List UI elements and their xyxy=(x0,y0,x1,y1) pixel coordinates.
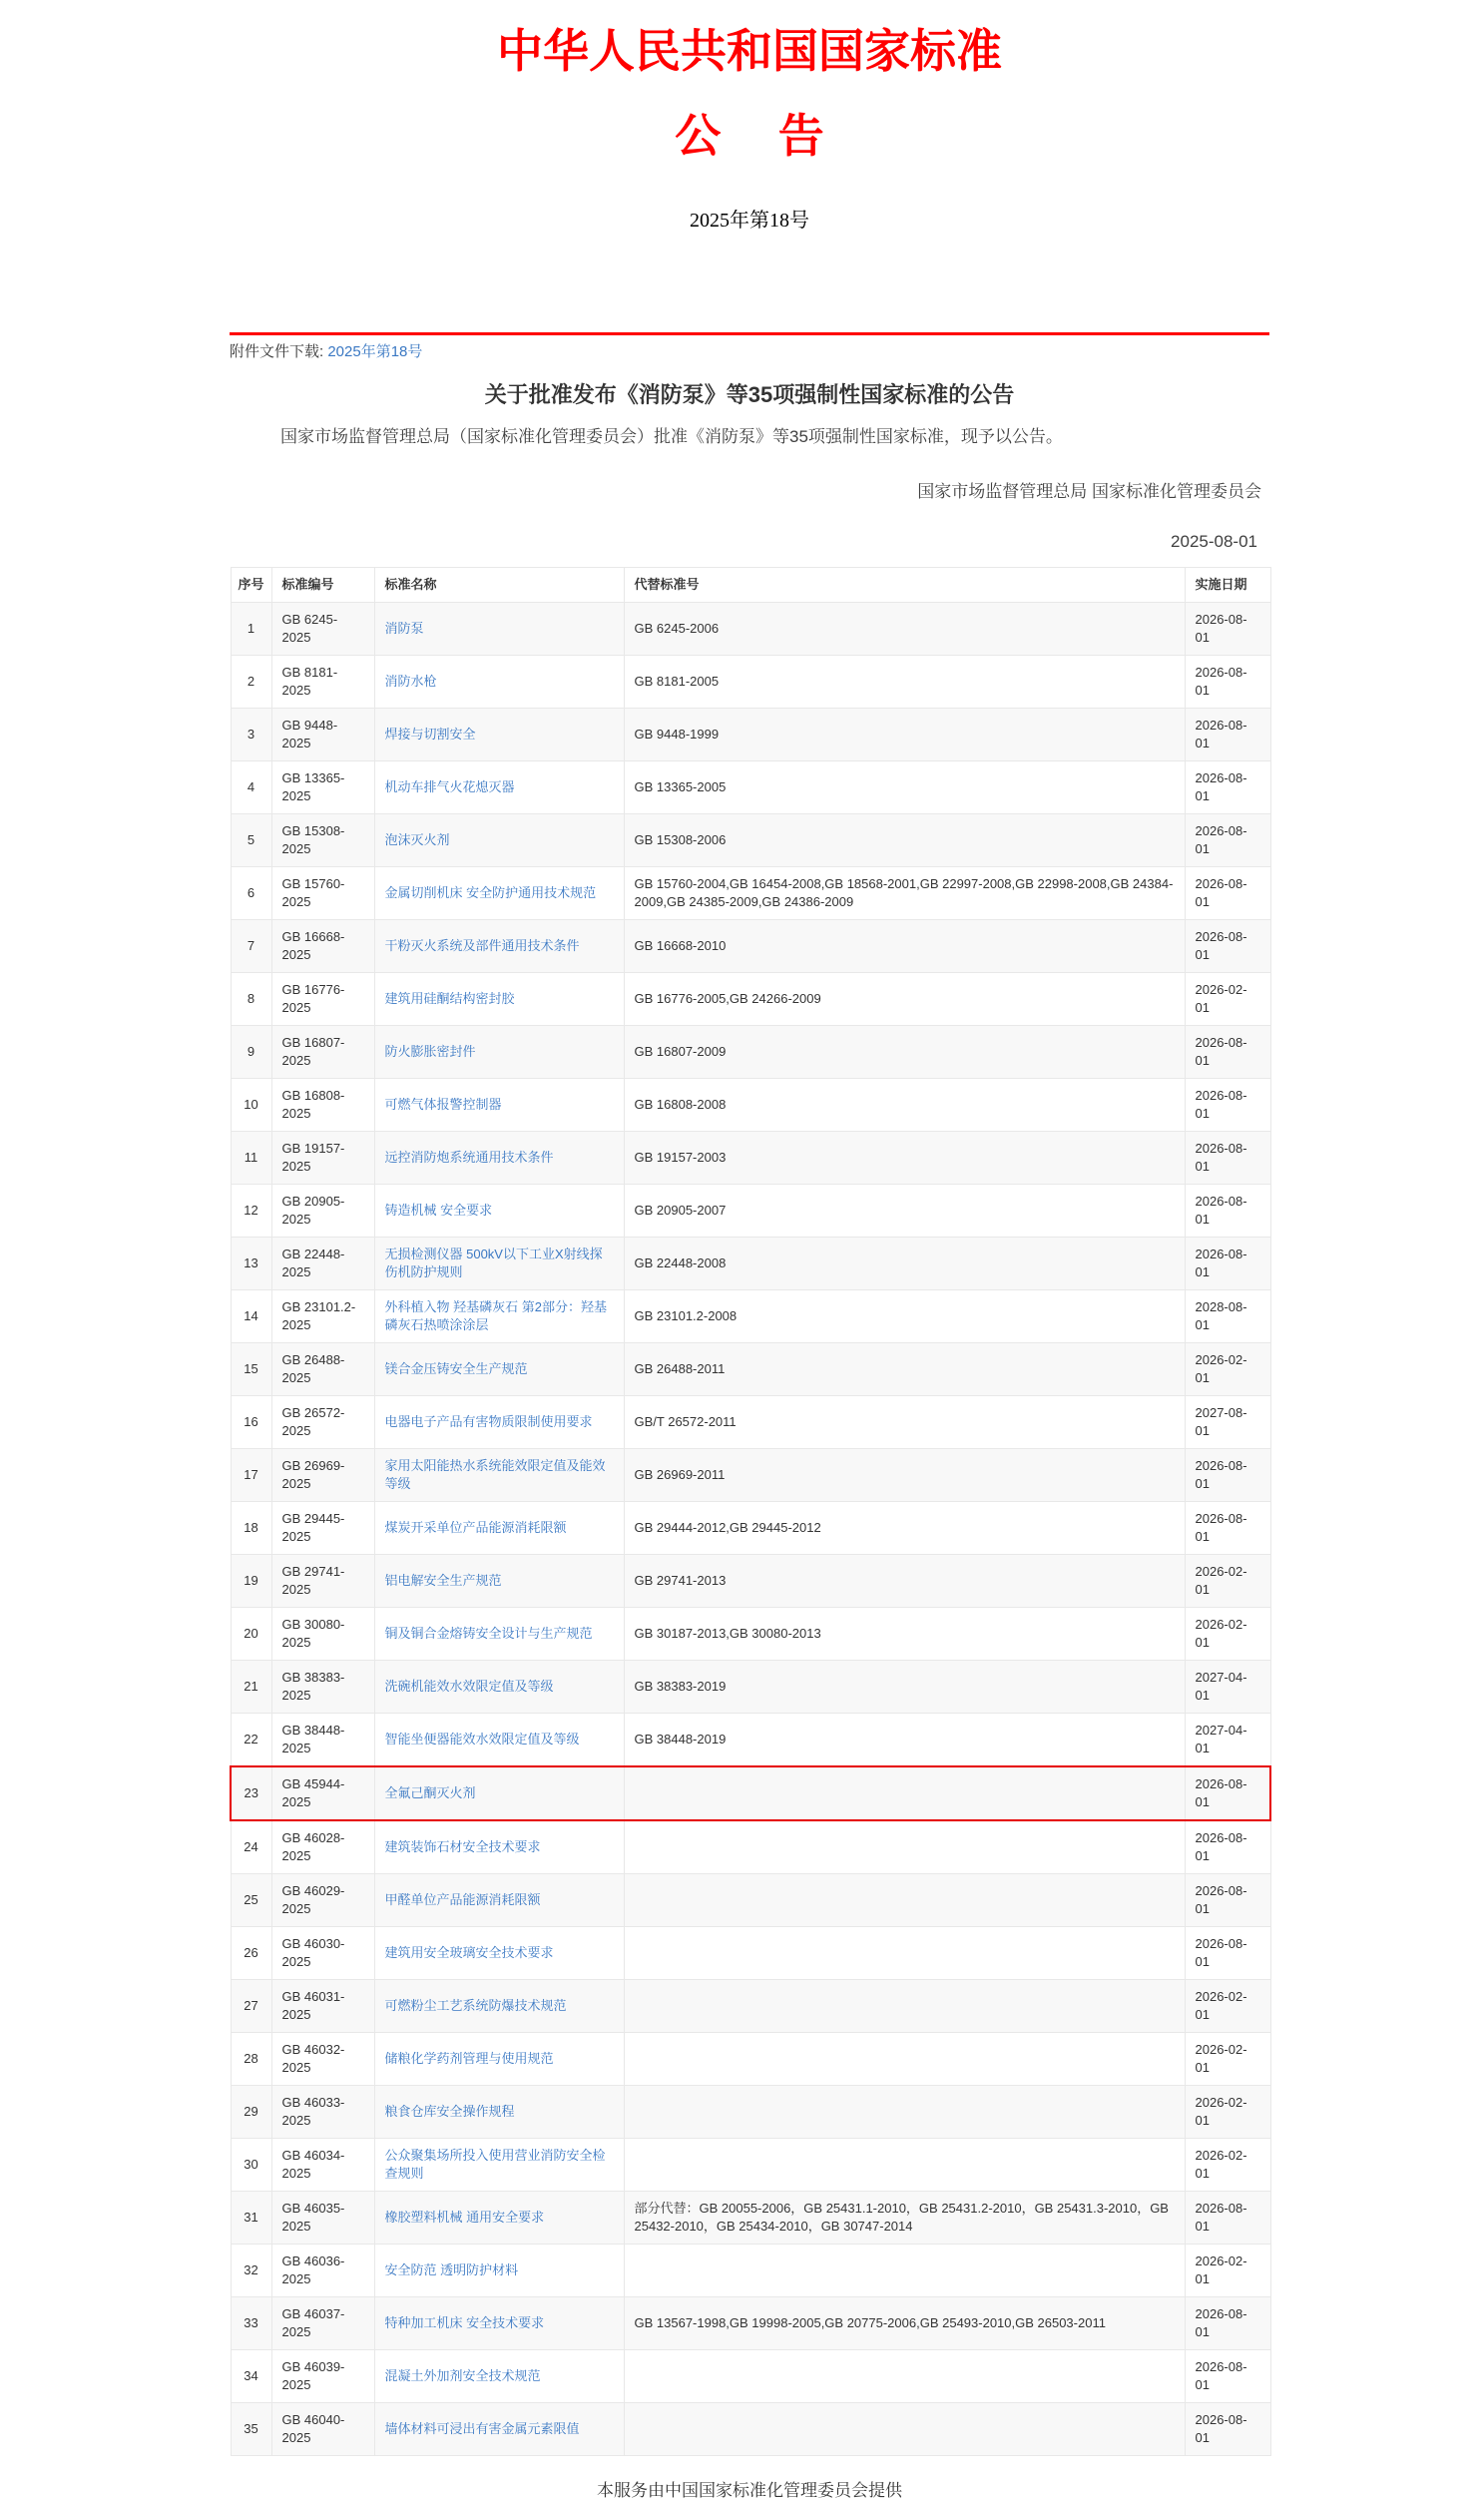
table-row xyxy=(231,1874,1270,1927)
cell-standard-code: GB 46032-2025 xyxy=(271,2033,374,2086)
table-row xyxy=(231,1980,1270,2033)
cell-seq: 2 xyxy=(231,656,271,709)
table-row xyxy=(231,1502,1270,1555)
cell-standard-name xyxy=(374,1608,624,1661)
standard-name-link[interactable]: 洗碗机能效水效限定值及等级 xyxy=(384,1679,554,1695)
table-row xyxy=(231,2245,1270,2297)
attachment-download-row xyxy=(230,341,1269,362)
table-row xyxy=(231,973,1270,1026)
cell-seq: 28 xyxy=(231,2033,271,2086)
standard-name-link[interactable]: 消防泵 xyxy=(384,621,424,637)
cell-seq: 17 xyxy=(231,1449,271,1502)
cell-seq: 35 xyxy=(231,2403,271,2456)
attachment-link[interactable]: 2025年第18号 xyxy=(327,343,423,361)
cell-seq: 9 xyxy=(231,1026,271,1079)
column-header: 标准编号 xyxy=(271,568,374,603)
cell-standard-name xyxy=(374,1026,624,1079)
page-subtitle: 公 告 xyxy=(675,111,824,163)
cell-standard-name xyxy=(374,2245,624,2297)
cell-replaced-standards: GB 15760-2004,GB 16454-2008,GB 18568-2001,GB 22997-2008,GB 22998-2008,GB 24384-2009,GB 24385-2009,GB 24386-2009 xyxy=(624,867,1185,920)
cell-replaced-standards: GB 23101.2-2008 xyxy=(624,1290,1185,1343)
cell-seq: 33 xyxy=(231,2297,271,2350)
announcement-document xyxy=(230,24,1269,2501)
attachment-label: 附件文件下载: xyxy=(230,343,328,361)
cell-replaced-standards: 部分代替：GB 20055-2006，GB 25431.1-2010，GB 25431.2-2010，GB 25431.3-2010，GB 25432-2010，GB 25434-2010，GB 30747-2014 xyxy=(624,2192,1185,2245)
cell-replaced-standards: GB 20905-2007 xyxy=(624,1185,1185,1238)
cell-standard-code: GB 23101.2-2025 xyxy=(271,1290,374,1343)
cell-replaced-standards: GB 26488-2011 xyxy=(624,1343,1185,1396)
standard-name-link[interactable]: 电器电子产品有害物质限制使用要求 xyxy=(384,1414,593,1430)
standard-name-link[interactable]: 焊接与切割安全 xyxy=(384,727,476,743)
standard-name-link[interactable]: 煤炭开采单位产品能源消耗限额 xyxy=(384,1520,567,1536)
cell-replaced-standards: GB 16807-2009 xyxy=(624,1026,1185,1079)
cell-seq: 1 xyxy=(231,603,271,656)
cell-standard-code: GB 46039-2025 xyxy=(271,2350,374,2403)
cell-replaced-standards: GB 13567-1998,GB 19998-2005,GB 20775-2006,GB 25493-2010,GB 26503-2011 xyxy=(624,2297,1185,2350)
cell-replaced-standards xyxy=(624,2033,1185,2086)
cell-seq: 21 xyxy=(231,1661,271,1714)
cell-standard-code: GB 26572-2025 xyxy=(271,1396,374,1449)
cell-standard-name xyxy=(374,1766,624,1820)
cell-standard-code: GB 45944-2025 xyxy=(271,1766,374,1820)
cell-implementation-date: 2026-08-01 xyxy=(1185,1449,1270,1502)
cell-seq: 25 xyxy=(231,1874,271,1927)
standard-name-link[interactable]: 家用太阳能热水系统能效限定值及能效等级 xyxy=(384,1458,606,1492)
cell-seq: 3 xyxy=(231,709,271,761)
cell-standard-code: GB 46037-2025 xyxy=(271,2297,374,2350)
cell-standard-name xyxy=(374,761,624,814)
table-row xyxy=(231,1079,1270,1132)
cell-standard-code: GB 20905-2025 xyxy=(271,1185,374,1238)
cell-replaced-standards xyxy=(624,2139,1185,2192)
standard-name-link[interactable]: 泡沫灭火剂 xyxy=(384,832,450,848)
cell-standard-code: GB 8181-2025 xyxy=(271,656,374,709)
cell-standard-name xyxy=(374,656,624,709)
cell-implementation-date: 2027-04-01 xyxy=(1185,1714,1270,1767)
footer-note: 本服务由中国国家标准化管理委员会提供 xyxy=(597,2481,902,2501)
cell-standard-name xyxy=(374,1820,624,1874)
cell-standard-code: GB 38448-2025 xyxy=(271,1714,374,1767)
standard-name-link[interactable]: 防火膨胀密封件 xyxy=(384,1044,476,1060)
cell-replaced-standards: GB 30187-2013,GB 30080-2013 xyxy=(624,1608,1185,1661)
standard-name-link[interactable]: 混凝土外加剂安全技术规范 xyxy=(384,2368,541,2384)
standard-name-link[interactable]: 公众聚集场所投入使用营业消防安全检查规则 xyxy=(384,2148,606,2182)
cell-standard-name xyxy=(374,2192,624,2245)
cell-seq: 30 xyxy=(231,2139,271,2192)
cell-standard-name xyxy=(374,603,624,656)
cell-implementation-date: 2026-02-01 xyxy=(1185,2139,1270,2192)
standard-name-link[interactable]: 可燃气体报警控制器 xyxy=(384,1097,502,1113)
cell-replaced-standards xyxy=(624,1980,1185,2033)
cell-implementation-date: 2026-02-01 xyxy=(1185,2086,1270,2139)
page-title: 中华人民共和国国家标准 xyxy=(497,26,1002,77)
table-row xyxy=(231,920,1270,973)
cell-implementation-date: 2026-08-01 xyxy=(1185,1766,1270,1820)
cell-standard-name xyxy=(374,1079,624,1132)
table-row xyxy=(231,1555,1270,1608)
cell-standard-name xyxy=(374,1714,624,1767)
cell-standard-code: GB 26969-2025 xyxy=(271,1449,374,1502)
table-row xyxy=(231,603,1270,656)
standard-name-link[interactable]: 干粉灭火系统及部件通用技术条件 xyxy=(384,938,580,954)
cell-seq: 26 xyxy=(231,1927,271,1980)
cell-implementation-date: 2026-08-01 xyxy=(1185,761,1270,814)
cell-replaced-standards xyxy=(624,1820,1185,1874)
standard-name-link[interactable]: 消防水枪 xyxy=(384,674,437,690)
cell-replaced-standards: GB 16808-2008 xyxy=(624,1079,1185,1132)
cell-standard-code: GB 46031-2025 xyxy=(271,1980,374,2033)
cell-implementation-date: 2026-08-01 xyxy=(1185,1185,1270,1238)
table-row xyxy=(231,1927,1270,1980)
cell-replaced-standards xyxy=(624,1766,1185,1820)
standard-name-link[interactable]: 铜及铜合金熔铸安全设计与生产规范 xyxy=(384,1626,593,1642)
cell-standard-code: GB 46030-2025 xyxy=(271,1927,374,1980)
standard-name-link[interactable]: 储粮化学药剂管理与使用规范 xyxy=(384,2051,554,2067)
cell-implementation-date: 2026-08-01 xyxy=(1185,1874,1270,1927)
cell-standard-name xyxy=(374,1874,624,1927)
cell-standard-code: GB 19157-2025 xyxy=(271,1132,374,1185)
cell-standard-name xyxy=(374,2297,624,2350)
cell-standard-code: GB 29741-2025 xyxy=(271,1555,374,1608)
cell-implementation-date: 2026-08-01 xyxy=(1185,603,1270,656)
standard-name-link[interactable]: 建筑装饰石材安全技术要求 xyxy=(384,1839,541,1855)
cell-replaced-standards xyxy=(624,2403,1185,2456)
cell-standard-name xyxy=(374,814,624,867)
column-header: 标准名称 xyxy=(374,568,624,603)
table-row xyxy=(231,709,1270,761)
table-body xyxy=(231,603,1270,2456)
table-row xyxy=(231,2192,1270,2245)
cell-standard-name xyxy=(374,1290,624,1343)
issuer-signature: 国家市场监督管理总局 国家标准化管理委员会 xyxy=(917,482,1261,502)
cell-standard-name xyxy=(374,2033,624,2086)
cell-seq: 7 xyxy=(231,920,271,973)
cell-seq: 29 xyxy=(231,2086,271,2139)
cell-implementation-date: 2026-02-01 xyxy=(1185,1343,1270,1396)
cell-standard-name xyxy=(374,1502,624,1555)
table-header xyxy=(231,568,1270,603)
cell-standard-code: GB 46033-2025 xyxy=(271,2086,374,2139)
cell-seq: 18 xyxy=(231,1502,271,1555)
cell-replaced-standards: GB 13365-2005 xyxy=(624,761,1185,814)
cell-implementation-date: 2026-08-01 xyxy=(1185,1238,1270,1290)
standard-name-link[interactable]: 墙体材料可浸出有害金属元素限值 xyxy=(384,2421,580,2437)
standard-name-link[interactable]: 铝电解安全生产规范 xyxy=(384,1573,502,1589)
table-row xyxy=(231,1449,1270,1502)
table-row xyxy=(231,867,1270,920)
table-row xyxy=(231,656,1270,709)
table-row xyxy=(231,2297,1270,2350)
cell-seq: 31 xyxy=(231,2192,271,2245)
cell-implementation-date: 2026-08-01 xyxy=(1185,2192,1270,2245)
announcement-body: 国家市场监督管理总局（国家标准化管理委员会）批准《消防泵》等35项强制性国家标准，现予以公告。 xyxy=(280,427,1063,447)
cell-standard-name xyxy=(374,2403,624,2456)
cell-standard-name xyxy=(374,2139,624,2192)
cell-implementation-date: 2026-08-01 xyxy=(1185,2297,1270,2350)
standard-name-link[interactable]: 机动车排气火花熄灭器 xyxy=(384,779,515,795)
table-row xyxy=(231,2350,1270,2403)
cell-standard-name xyxy=(374,1238,624,1290)
cell-seq: 23 xyxy=(231,1766,271,1820)
cell-standard-code: GB 9448-2025 xyxy=(271,709,374,761)
cell-seq: 20 xyxy=(231,1608,271,1661)
cell-seq: 11 xyxy=(231,1132,271,1185)
cell-standard-name xyxy=(374,1132,624,1185)
cell-standard-name xyxy=(374,1555,624,1608)
cell-implementation-date: 2026-02-01 xyxy=(1185,1555,1270,1608)
cell-replaced-standards: GB 29444-2012,GB 29445-2012 xyxy=(624,1502,1185,1555)
cell-seq: 15 xyxy=(231,1343,271,1396)
cell-implementation-date: 2026-02-01 xyxy=(1185,1980,1270,2033)
cell-standard-code: GB 13365-2025 xyxy=(271,761,374,814)
cell-implementation-date: 2027-04-01 xyxy=(1185,1661,1270,1714)
column-header: 代替标准号 xyxy=(624,568,1185,603)
standard-name-link[interactable]: 建筑用硅酮结构密封胶 xyxy=(384,991,515,1007)
cell-standard-code: GB 38383-2025 xyxy=(271,1661,374,1714)
column-header: 序号 xyxy=(231,568,271,603)
cell-replaced-standards: GB 16668-2010 xyxy=(624,920,1185,973)
table-row xyxy=(231,2139,1270,2192)
cell-seq: 22 xyxy=(231,1714,271,1767)
cell-replaced-standards: GB/T 26572-2011 xyxy=(624,1396,1185,1449)
table-row xyxy=(231,1290,1270,1343)
cell-implementation-date: 2026-08-01 xyxy=(1185,709,1270,761)
announcement-title: 关于批准发布《消防泵》等35项强制性国家标准的公告 xyxy=(484,382,1015,408)
table-header-row xyxy=(231,568,1270,603)
cell-standard-name xyxy=(374,1661,624,1714)
cell-standard-code: GB 46034-2025 xyxy=(271,2139,374,2192)
table-row xyxy=(231,2033,1270,2086)
cell-replaced-standards: GB 16776-2005,GB 24266-2009 xyxy=(624,973,1185,1026)
cell-replaced-standards: GB 22448-2008 xyxy=(624,1238,1185,1290)
standard-name-link[interactable]: 铸造机械 安全要求 xyxy=(384,1203,493,1219)
cell-seq: 14 xyxy=(231,1290,271,1343)
table-row xyxy=(231,1396,1270,1449)
standard-name-link[interactable]: 可燃粉尘工艺系统防爆技术规范 xyxy=(384,1998,567,2014)
cell-standard-name xyxy=(374,973,624,1026)
cell-standard-name xyxy=(374,867,624,920)
cell-standard-code: GB 46028-2025 xyxy=(271,1820,374,1874)
standard-name-link[interactable]: 建筑用安全玻璃安全技术要求 xyxy=(384,1945,554,1961)
cell-replaced-standards: GB 29741-2013 xyxy=(624,1555,1185,1608)
cell-implementation-date: 2026-08-01 xyxy=(1185,656,1270,709)
cell-standard-code: GB 26488-2025 xyxy=(271,1343,374,1396)
cell-standard-code: GB 16668-2025 xyxy=(271,920,374,973)
cell-seq: 16 xyxy=(231,1396,271,1449)
red-divider xyxy=(230,332,1269,335)
cell-seq: 8 xyxy=(231,973,271,1026)
standard-name-link[interactable]: 金属切削机床 安全防护通用技术规范 xyxy=(384,885,597,901)
standard-name-link[interactable]: 镁合金压铸安全生产规范 xyxy=(384,1361,528,1377)
cell-standard-name xyxy=(374,709,624,761)
cell-standard-name xyxy=(374,2086,624,2139)
table-row xyxy=(231,814,1270,867)
cell-standard-code: GB 16807-2025 xyxy=(271,1026,374,1079)
column-header: 实施日期 xyxy=(1185,568,1270,603)
cell-standard-code: GB 46036-2025 xyxy=(271,2245,374,2297)
table-row xyxy=(231,1661,1270,1714)
table-row xyxy=(231,1714,1270,1767)
cell-replaced-standards: GB 26969-2011 xyxy=(624,1449,1185,1502)
cell-seq: 5 xyxy=(231,814,271,867)
cell-seq: 32 xyxy=(231,2245,271,2297)
cell-implementation-date: 2028-08-01 xyxy=(1185,1290,1270,1343)
cell-implementation-date: 2026-08-01 xyxy=(1185,867,1270,920)
cell-replaced-standards xyxy=(624,2350,1185,2403)
cell-replaced-standards: GB 9448-1999 xyxy=(624,709,1185,761)
cell-implementation-date: 2026-08-01 xyxy=(1185,814,1270,867)
table-row xyxy=(231,1026,1270,1079)
standard-name-link[interactable]: 智能坐便器能效水效限定值及等级 xyxy=(384,1732,580,1748)
standard-name-link[interactable]: 安全防范 透明防护材料 xyxy=(384,2262,519,2278)
cell-replaced-standards xyxy=(624,1874,1185,1927)
cell-standard-code: GB 30080-2025 xyxy=(271,1608,374,1661)
cell-standard-code: GB 16808-2025 xyxy=(271,1079,374,1132)
cell-implementation-date: 2026-02-01 xyxy=(1185,973,1270,1026)
cell-standard-name xyxy=(374,1185,624,1238)
cell-replaced-standards xyxy=(624,2086,1185,2139)
cell-implementation-date: 2026-08-01 xyxy=(1185,1132,1270,1185)
cell-seq: 10 xyxy=(231,1079,271,1132)
standard-name-link[interactable]: 全氟己酮灭火剂 xyxy=(384,1785,476,1801)
cell-replaced-standards: GB 6245-2006 xyxy=(624,603,1185,656)
issue-number: 2025年第18号 xyxy=(690,210,809,233)
table-row xyxy=(231,2086,1270,2139)
standard-name-link[interactable]: 甲醛单位产品能源消耗限额 xyxy=(384,1892,541,1908)
standard-name-link[interactable]: 特种加工机床 安全技术要求 xyxy=(384,2315,545,2331)
cell-implementation-date: 2026-02-01 xyxy=(1185,2033,1270,2086)
cell-standard-name xyxy=(374,2350,624,2403)
standard-name-link[interactable]: 外科植入物 羟基磷灰石 第2部分：羟基磷灰石热喷涂涂层 xyxy=(384,1299,607,1333)
cell-seq: 27 xyxy=(231,1980,271,2033)
cell-standard-name xyxy=(374,920,624,973)
cell-standard-code: GB 22448-2025 xyxy=(271,1238,374,1290)
table-row xyxy=(231,1820,1270,1874)
cell-replaced-standards: GB 8181-2005 xyxy=(624,656,1185,709)
cell-implementation-date: 2026-08-01 xyxy=(1185,1026,1270,1079)
cell-standard-code: GB 46035-2025 xyxy=(271,2192,374,2245)
cell-standard-code: GB 46029-2025 xyxy=(271,1874,374,1927)
table-row xyxy=(231,1343,1270,1396)
cell-replaced-standards: GB 15308-2006 xyxy=(624,814,1185,867)
cell-standard-name xyxy=(374,1927,624,1980)
cell-standard-name xyxy=(374,1396,624,1449)
cell-seq: 34 xyxy=(231,2350,271,2403)
cell-seq: 6 xyxy=(231,867,271,920)
cell-seq: 13 xyxy=(231,1238,271,1290)
cell-replaced-standards: GB 38448-2019 xyxy=(624,1714,1185,1767)
cell-seq: 4 xyxy=(231,761,271,814)
cell-standard-code: GB 16776-2025 xyxy=(271,973,374,1026)
cell-standard-name xyxy=(374,1449,624,1502)
cell-implementation-date: 2026-08-01 xyxy=(1185,2403,1270,2456)
announcement-date: 2025-08-01 xyxy=(1171,532,1257,552)
cell-standard-code: GB 15760-2025 xyxy=(271,867,374,920)
cell-seq: 12 xyxy=(231,1185,271,1238)
table-row xyxy=(231,2403,1270,2456)
cell-standard-code: GB 46040-2025 xyxy=(271,2403,374,2456)
cell-replaced-standards xyxy=(624,1927,1185,1980)
cell-implementation-date: 2026-08-01 xyxy=(1185,920,1270,973)
cell-replaced-standards: GB 19157-2003 xyxy=(624,1132,1185,1185)
table-row xyxy=(231,761,1270,814)
table-row xyxy=(231,1185,1270,1238)
standards-table xyxy=(230,567,1271,2456)
cell-standard-name xyxy=(374,1343,624,1396)
standard-name-link[interactable]: 远控消防炮系统通用技术条件 xyxy=(384,1150,554,1166)
cell-standard-code: GB 6245-2025 xyxy=(271,603,374,656)
standard-name-link[interactable]: 橡胶塑料机械 通用安全要求 xyxy=(384,2210,545,2226)
cell-seq: 24 xyxy=(231,1820,271,1874)
table-row xyxy=(231,1238,1270,1290)
cell-replaced-standards: GB 38383-2019 xyxy=(624,1661,1185,1714)
cell-implementation-date: 2026-08-01 xyxy=(1185,1927,1270,1980)
table-row xyxy=(231,1132,1270,1185)
cell-seq: 19 xyxy=(231,1555,271,1608)
cell-implementation-date: 2026-02-01 xyxy=(1185,2245,1270,2297)
cell-standard-name xyxy=(374,1980,624,2033)
cell-standard-code: GB 29445-2025 xyxy=(271,1502,374,1555)
cell-implementation-date: 2026-02-01 xyxy=(1185,1608,1270,1661)
cell-standard-code: GB 15308-2025 xyxy=(271,814,374,867)
table-row xyxy=(231,1766,1270,1820)
cell-implementation-date: 2026-08-01 xyxy=(1185,1820,1270,1874)
cell-replaced-standards xyxy=(624,2245,1185,2297)
cell-implementation-date: 2026-08-01 xyxy=(1185,1502,1270,1555)
table-row xyxy=(231,1608,1270,1661)
standard-name-link[interactable]: 粮食仓库安全操作规程 xyxy=(384,2104,515,2120)
cell-implementation-date: 2026-08-01 xyxy=(1185,1079,1270,1132)
cell-implementation-date: 2027-08-01 xyxy=(1185,1396,1270,1449)
standard-name-link[interactable]: 无损检测仪器 500kV以下工业X射线探伤机防护规则 xyxy=(384,1247,603,1280)
cell-implementation-date: 2026-08-01 xyxy=(1185,2350,1270,2403)
